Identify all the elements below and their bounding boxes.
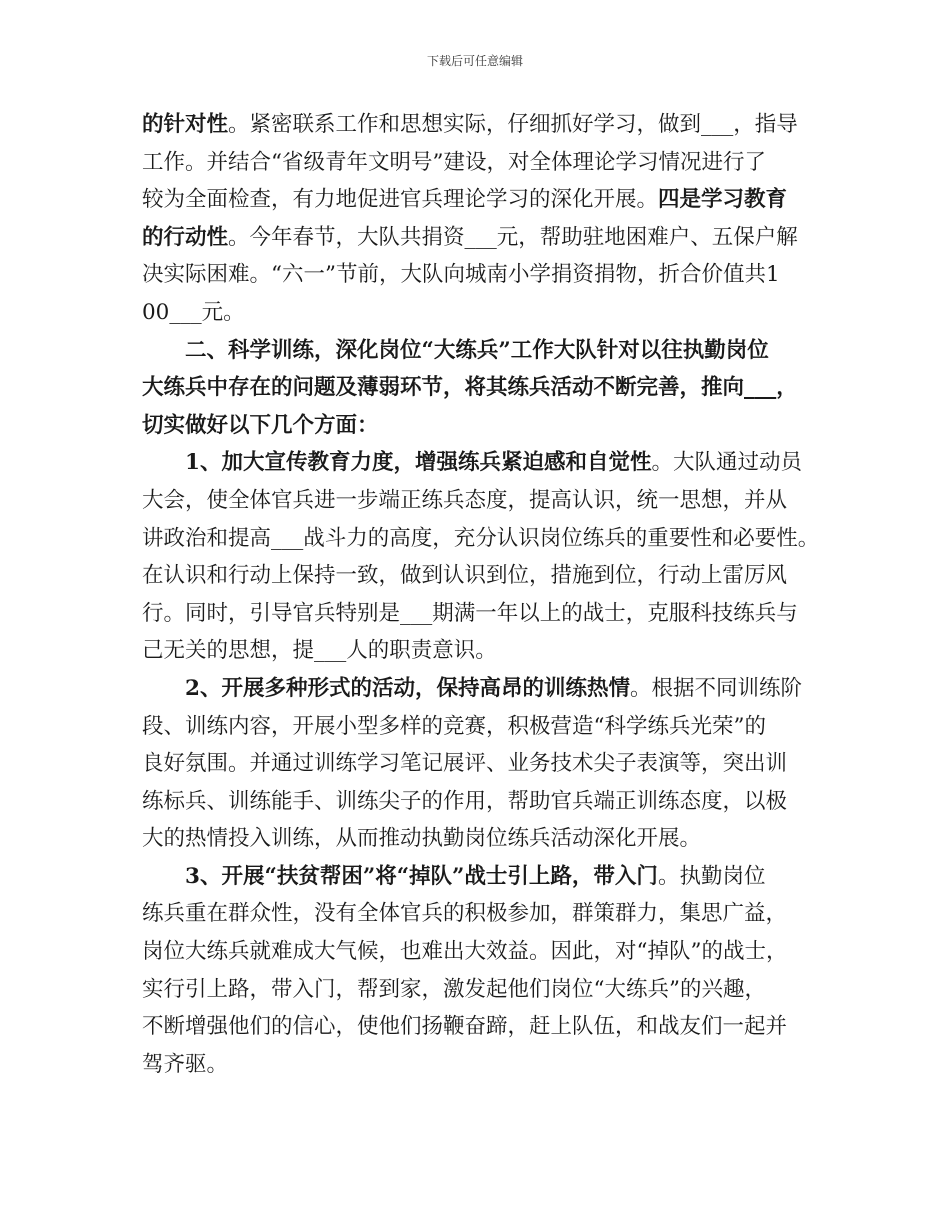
text-line <box>142 181 822 219</box>
text-run: 。执勤岗位 <box>657 863 766 889</box>
text-line <box>142 557 822 595</box>
text-run: 练兵重在群众性，没有全体官兵的积极参加，群策群力，集思广益， <box>142 901 788 927</box>
text-line <box>142 745 822 783</box>
bold-text-run: 切实做好以下几个方面： <box>142 412 379 438</box>
text-run: 段、训练内容，开展小型多样的竞赛，积极营造“科学练兵光荣”的 <box>142 713 766 739</box>
text-line <box>142 106 822 144</box>
text-line <box>142 144 822 182</box>
bold-text-run: 2、开展多种形式的活动，保持高昂的训练热情 <box>142 675 630 701</box>
bold-text-run: 的行动性 <box>142 224 229 250</box>
text-line <box>142 632 822 670</box>
text-run: 。今年春节，大队共捐资___元，帮助驻地困难户、五保户解 <box>228 224 798 250</box>
text-run: 决实际困难。“六一”节前，大队向城南小学捐资捐物，折合价值共1 <box>142 262 780 288</box>
text-run: 。大队通过动员 <box>651 450 802 476</box>
text-line <box>142 1008 822 1046</box>
text-line <box>142 520 822 558</box>
text-line <box>142 783 822 821</box>
text-line <box>142 595 822 633</box>
text-run: 练标兵、训练能手、训练尖子的作用，帮助官兵端正训练态度，以极 <box>142 788 788 814</box>
text-line <box>142 444 822 482</box>
bold-text-run: 1、加大宣传教育力度，增强练兵紧迫感和自觉性 <box>142 450 652 476</box>
text-line <box>142 1046 822 1084</box>
bold-text-run: 四是学习教育 <box>658 187 788 213</box>
text-line <box>142 482 822 520</box>
text-run: 驾齐驱。 <box>142 1051 229 1077</box>
bold-text-run: 的针对性 <box>142 112 229 137</box>
text-line <box>142 294 822 332</box>
text-run: 。根据不同训练阶 <box>629 675 802 701</box>
text-line <box>142 369 822 407</box>
text-run: 大会，使全体官兵进一步端正练兵态度，提高认识，统一思想，并从 <box>142 487 788 513</box>
text-line <box>142 820 822 858</box>
text-line <box>142 219 822 257</box>
text-line <box>142 971 822 1009</box>
text-run: 己无关的思想，提___人的职责意识。 <box>142 638 497 664</box>
text-run: 实行引上路，带入门，帮到家，激发起他们岗位“大练兵”的兴趣， <box>142 976 766 1002</box>
text-line <box>142 332 822 370</box>
text-run: 良好氛围。并通过训练学习笔记展评、业务技术尖子表演等，突出训 <box>142 751 788 777</box>
document-body <box>142 106 822 1083</box>
text-line <box>142 708 822 746</box>
text-line <box>142 933 822 971</box>
text-run: 不断增强他们的信心，使他们扬鞭奋蹄，赶上队伍，和战友们一起并 <box>142 1014 788 1040</box>
text-run: 在认识和行动上保持一致，做到认识到位，措施到位，行动上雷厉风 <box>142 563 788 589</box>
text-run: 。紧密联系工作和思想实际，仔细抓好学习，做到___，指导 <box>228 112 798 137</box>
page-header: 下载后可任意编辑 <box>426 54 523 68</box>
bold-text-run: 二、科学训练，深化岗位“大练兵”工作大队针对以往执勤岗位 <box>142 337 769 363</box>
text-run: 00___元。 <box>142 299 245 325</box>
text-line <box>142 858 822 896</box>
text-run: 较为全面检查，有力地促进官兵理论学习的深化开展。 <box>142 187 659 213</box>
text-run: 行。同时，引导官兵特别是___期满一年以上的战士，克服科技练兵与 <box>142 600 798 626</box>
text-run: 大的热情投入训练，从而推动执勤岗位练兵活动深化开展。 <box>142 826 702 852</box>
text-run: 岗位大练兵就难成大气候，也难出大效益。因此，对“掉队”的战士， <box>142 939 788 965</box>
text-line <box>142 670 822 708</box>
text-run: 讲政治和提高___战斗力的高度，充分认识岗位练兵的重要性和必要性。 <box>142 525 820 551</box>
text-line <box>142 895 822 933</box>
bold-text-run: 大练兵中存在的问题及薄弱环节，将其练兵活动不断完善，推向___， <box>142 375 798 401</box>
bold-text-run: 3、开展“扶贫帮困”将“掉队”战士引上路，带入门 <box>142 863 658 889</box>
text-line <box>142 407 822 445</box>
text-run: 工作。并结合“省级青年文明号”建设，对全体理论学习情况进行了 <box>142 149 766 175</box>
text-line <box>142 256 822 294</box>
